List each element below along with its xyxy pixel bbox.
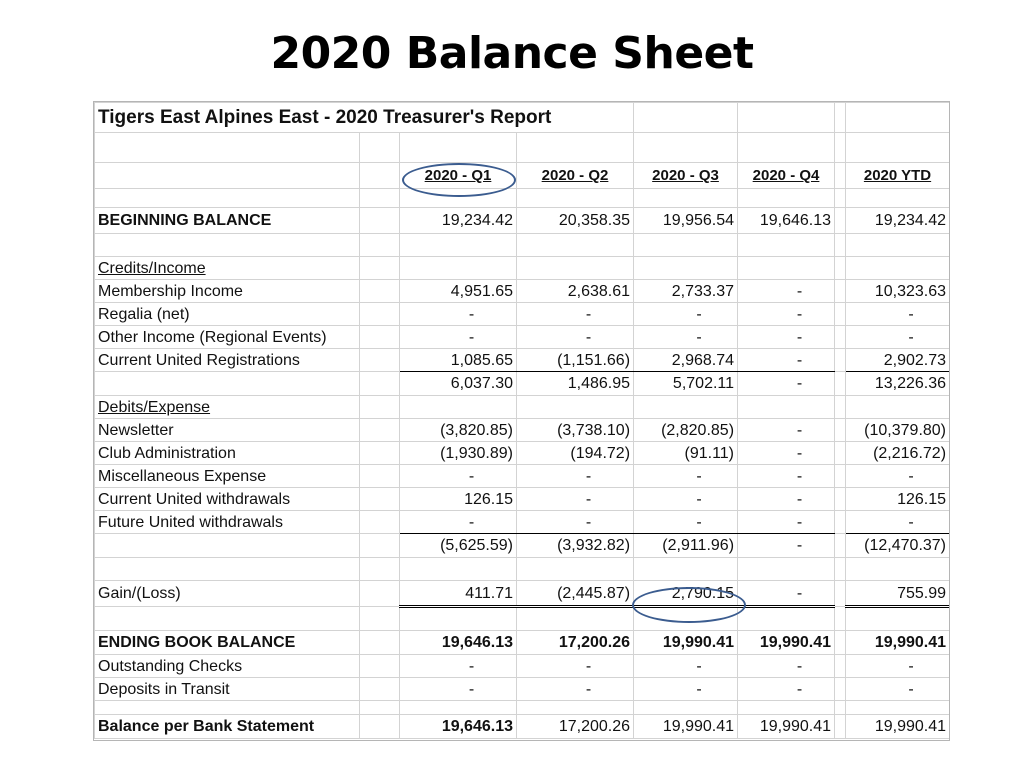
spacer-cell bbox=[360, 163, 400, 189]
ending-balance-row-q3: 19,990.41 bbox=[634, 631, 738, 655]
credits-total-row-q4: - bbox=[738, 372, 835, 396]
column-header: 2020 - Q4 bbox=[738, 163, 835, 189]
blank-row-q2 bbox=[517, 701, 634, 715]
spacer-cell bbox=[360, 349, 400, 372]
spacer-cell bbox=[360, 396, 400, 419]
bank-balance-row-q4: 19,990.41 bbox=[738, 715, 835, 739]
spacer-cell bbox=[360, 534, 400, 558]
gap-cell bbox=[835, 280, 846, 303]
debit-row-q3: - bbox=[634, 511, 738, 534]
gap-cell bbox=[835, 133, 846, 163]
gap-cell bbox=[835, 581, 846, 607]
gap-cell bbox=[835, 631, 846, 655]
credits-heading-row-label: Credits/Income bbox=[95, 257, 360, 280]
debits-heading-row-ytd bbox=[846, 396, 950, 419]
credits-total-row-ytd: 13,226.36 bbox=[846, 372, 950, 396]
debit-row-q2: (194.72) bbox=[517, 442, 634, 465]
bank-balance-row bbox=[95, 715, 950, 739]
deposits-in-transit-row-label: Deposits in Transit bbox=[95, 678, 360, 701]
debit-row-q2: (3,738.10) bbox=[517, 419, 634, 442]
credit-row-q3: - bbox=[634, 326, 738, 349]
blank-row-q1 bbox=[400, 558, 517, 581]
credit-row-label: Regalia (net) bbox=[95, 303, 360, 326]
empty-cell bbox=[634, 103, 738, 133]
blank-row-q2 bbox=[517, 189, 634, 208]
gain-loss-row-ytd: 755.99 bbox=[846, 581, 950, 607]
blank-row-q2 bbox=[517, 607, 634, 631]
credits-heading-row-q3 bbox=[634, 257, 738, 280]
debits-total-row-ytd: (12,470.37) bbox=[846, 534, 950, 558]
credit-row-q1: - bbox=[400, 326, 517, 349]
debit-row-q3: (2,820.85) bbox=[634, 419, 738, 442]
outstanding-checks-row-q3: - bbox=[634, 655, 738, 678]
gap-cell bbox=[835, 257, 846, 280]
blank-row-q3 bbox=[634, 189, 738, 208]
bank-balance-row-q1: 19,646.13 bbox=[400, 715, 517, 739]
credit-row-q3: - bbox=[634, 303, 738, 326]
blank-row-ytd bbox=[846, 701, 950, 715]
blank-row-q2 bbox=[517, 234, 634, 257]
gap-cell bbox=[835, 372, 846, 396]
debit-row bbox=[95, 511, 950, 534]
debit-row-q1: (3,820.85) bbox=[400, 419, 517, 442]
spacer-cell bbox=[360, 511, 400, 534]
blank-row-q3 bbox=[634, 607, 738, 631]
outstanding-checks-row-q1: - bbox=[400, 655, 517, 678]
slide-title: 2020 Balance Sheet bbox=[270, 28, 754, 79]
blank-row-label bbox=[95, 701, 360, 715]
blank-row bbox=[95, 558, 950, 581]
credit-row-q4: - bbox=[738, 303, 835, 326]
beginning-balance-row-q3: 19,956.54 bbox=[634, 208, 738, 234]
debit-row-label: Club Administration bbox=[95, 442, 360, 465]
outstanding-checks-row-q2: - bbox=[517, 655, 634, 678]
debit-row-q2: - bbox=[517, 465, 634, 488]
report-title-row bbox=[95, 103, 950, 133]
gap-cell bbox=[835, 419, 846, 442]
credits-total-row-label bbox=[95, 372, 360, 396]
gap-cell bbox=[835, 715, 846, 739]
credits-heading-row-q1 bbox=[400, 257, 517, 280]
deposits-in-transit-row-q3: - bbox=[634, 678, 738, 701]
debit-row-q2: - bbox=[517, 488, 634, 511]
debit-row-q3: - bbox=[634, 465, 738, 488]
bank-balance-row-label: Balance per Bank Statement bbox=[95, 715, 360, 739]
blank-row-ytd bbox=[846, 234, 950, 257]
spacer-cell bbox=[360, 465, 400, 488]
credit-row bbox=[95, 280, 950, 303]
column-header: 2020 - Q1 bbox=[400, 163, 517, 189]
gain-loss-row-q2: (2,445.87) bbox=[517, 581, 634, 607]
ending-balance-row-q2: 17,200.26 bbox=[517, 631, 634, 655]
blank-row-label bbox=[95, 189, 360, 208]
credit-row bbox=[95, 303, 950, 326]
blank-row-q1 bbox=[400, 234, 517, 257]
gain-loss-row-label: Gain/(Loss) bbox=[95, 581, 360, 607]
beginning-balance-row-q4: 19,646.13 bbox=[738, 208, 835, 234]
credit-row-q2: - bbox=[517, 326, 634, 349]
debit-row bbox=[95, 442, 950, 465]
gap-cell bbox=[835, 349, 846, 372]
blank-row-q3 bbox=[634, 701, 738, 715]
spacer-cell bbox=[360, 257, 400, 280]
column-header-row bbox=[95, 163, 950, 189]
debits-heading-row-label: Debits/Expense bbox=[95, 396, 360, 419]
debits-total-row bbox=[95, 534, 950, 558]
blank-row-q4 bbox=[738, 607, 835, 631]
gap-cell bbox=[835, 163, 846, 189]
spacer-cell bbox=[360, 133, 400, 163]
credit-row-q2: (1,151.66) bbox=[517, 349, 634, 372]
gain-loss-row-q4: - bbox=[738, 581, 835, 607]
blank-row-q1 bbox=[400, 133, 517, 163]
blank-row-q4 bbox=[738, 189, 835, 208]
deposits-in-transit-row-q1: - bbox=[400, 678, 517, 701]
blank-row-q2 bbox=[517, 558, 634, 581]
credits-heading-row bbox=[95, 257, 950, 280]
credits-total-row bbox=[95, 372, 950, 396]
spacer-cell bbox=[360, 234, 400, 257]
blank-row-q4 bbox=[738, 558, 835, 581]
credit-row-q2: - bbox=[517, 303, 634, 326]
debit-row-q4: - bbox=[738, 465, 835, 488]
debit-row-q3: - bbox=[634, 488, 738, 511]
credits-heading-row-q2 bbox=[517, 257, 634, 280]
credits-heading-row-ytd bbox=[846, 257, 950, 280]
gap-cell bbox=[835, 234, 846, 257]
beginning-balance-row bbox=[95, 208, 950, 234]
spacer-cell bbox=[360, 326, 400, 349]
spreadsheet bbox=[93, 101, 950, 741]
debit-row-ytd: 126.15 bbox=[846, 488, 950, 511]
report-title: Tigers East Alpines East - 2020 Treasurer's Report bbox=[95, 103, 634, 133]
debit-row-label: Future United withdrawals bbox=[95, 511, 360, 534]
spacer-cell bbox=[360, 678, 400, 701]
blank-row bbox=[95, 133, 950, 163]
debit-row-ytd: - bbox=[846, 511, 950, 534]
blank-row-q3 bbox=[634, 133, 738, 163]
credit-row-q4: - bbox=[738, 280, 835, 303]
column-header: 2020 - Q2 bbox=[517, 163, 634, 189]
gap-cell bbox=[835, 326, 846, 349]
spacer-cell bbox=[360, 442, 400, 465]
ending-balance-row-q4: 19,990.41 bbox=[738, 631, 835, 655]
debit-row-q1: 126.15 bbox=[400, 488, 517, 511]
blank-row bbox=[95, 234, 950, 257]
gap-cell bbox=[835, 607, 846, 631]
gap-cell bbox=[835, 678, 846, 701]
column-header: 2020 YTD bbox=[846, 163, 950, 189]
treasurer-report-table bbox=[94, 102, 950, 739]
blank-row-label bbox=[95, 607, 360, 631]
credits-total-row-q2: 1,486.95 bbox=[517, 372, 634, 396]
debits-heading-row-q1 bbox=[400, 396, 517, 419]
gain-loss-row-q3: 2,790.15 bbox=[634, 581, 738, 607]
beginning-balance-row-q2: 20,358.35 bbox=[517, 208, 634, 234]
gain-loss-row bbox=[95, 581, 950, 607]
credit-row-q3: 2,733.37 bbox=[634, 280, 738, 303]
debits-heading-row-q2 bbox=[517, 396, 634, 419]
spacer-cell bbox=[360, 189, 400, 208]
spacer-cell bbox=[360, 558, 400, 581]
deposits-in-transit-row-ytd: - bbox=[846, 678, 950, 701]
spacer-cell bbox=[360, 280, 400, 303]
debits-heading-row-q3 bbox=[634, 396, 738, 419]
column-header: 2020 - Q3 bbox=[634, 163, 738, 189]
blank-row-ytd bbox=[846, 558, 950, 581]
blank-row-q1 bbox=[400, 701, 517, 715]
debit-row-ytd: (2,216.72) bbox=[846, 442, 950, 465]
beginning-balance-row-q1: 19,234.42 bbox=[400, 208, 517, 234]
credits-total-row-q1: 6,037.30 bbox=[400, 372, 517, 396]
spacer-cell bbox=[360, 631, 400, 655]
credit-row-q1: 4,951.65 bbox=[400, 280, 517, 303]
gap-cell bbox=[835, 511, 846, 534]
blank-row-q4 bbox=[738, 133, 835, 163]
debit-row-q4: - bbox=[738, 488, 835, 511]
outstanding-checks-row bbox=[95, 655, 950, 678]
gap-cell bbox=[835, 103, 846, 133]
gap-cell bbox=[835, 488, 846, 511]
gap-cell bbox=[835, 701, 846, 715]
gap-cell bbox=[835, 465, 846, 488]
credit-row-ytd: 2,902.73 bbox=[846, 349, 950, 372]
blank-row-ytd bbox=[846, 133, 950, 163]
credit-row-label: Membership Income bbox=[95, 280, 360, 303]
blank-row bbox=[95, 189, 950, 208]
ending-balance-row-q1: 19,646.13 bbox=[400, 631, 517, 655]
outstanding-checks-row-label: Outstanding Checks bbox=[95, 655, 360, 678]
gap-cell bbox=[835, 189, 846, 208]
gap-cell bbox=[835, 655, 846, 678]
blank-row-label bbox=[95, 234, 360, 257]
debit-row-q1: (1,930.89) bbox=[400, 442, 517, 465]
debits-heading-row-q4 bbox=[738, 396, 835, 419]
blank-row-q3 bbox=[634, 558, 738, 581]
debits-total-row-q4: - bbox=[738, 534, 835, 558]
blank-row-q2 bbox=[517, 133, 634, 163]
gap-cell bbox=[835, 558, 846, 581]
beginning-balance-row-ytd: 19,234.42 bbox=[846, 208, 950, 234]
debit-row bbox=[95, 419, 950, 442]
outstanding-checks-row-q4: - bbox=[738, 655, 835, 678]
empty-cell bbox=[95, 163, 360, 189]
credits-heading-row-q4 bbox=[738, 257, 835, 280]
credit-row-ytd: 10,323.63 bbox=[846, 280, 950, 303]
gap-cell bbox=[835, 534, 846, 558]
spacer-cell bbox=[360, 208, 400, 234]
debits-total-row-q1: (5,625.59) bbox=[400, 534, 517, 558]
credits-total-row-q3: 5,702.11 bbox=[634, 372, 738, 396]
spacer-cell bbox=[360, 715, 400, 739]
debit-row-ytd: - bbox=[846, 465, 950, 488]
debit-row-ytd: (10,379.80) bbox=[846, 419, 950, 442]
debits-total-row-label bbox=[95, 534, 360, 558]
blank-row-q1 bbox=[400, 607, 517, 631]
credit-row-ytd: - bbox=[846, 326, 950, 349]
deposits-in-transit-row bbox=[95, 678, 950, 701]
credit-row bbox=[95, 326, 950, 349]
beginning-balance-row-label: BEGINNING BALANCE bbox=[95, 208, 360, 234]
ending-balance-row bbox=[95, 631, 950, 655]
debit-row bbox=[95, 465, 950, 488]
debit-row-label: Miscellaneous Expense bbox=[95, 465, 360, 488]
spacer-cell bbox=[360, 372, 400, 396]
blank-row-ytd bbox=[846, 607, 950, 631]
debit-row bbox=[95, 488, 950, 511]
bank-balance-row-q2: 17,200.26 bbox=[517, 715, 634, 739]
gap-cell bbox=[835, 303, 846, 326]
gap-cell bbox=[835, 396, 846, 419]
credit-row-q3: 2,968.74 bbox=[634, 349, 738, 372]
blank-row-q3 bbox=[634, 234, 738, 257]
bank-balance-row-ytd: 19,990.41 bbox=[846, 715, 950, 739]
credit-row-q1: - bbox=[400, 303, 517, 326]
spacer-cell bbox=[360, 701, 400, 715]
gap-cell bbox=[835, 208, 846, 234]
debit-row-q4: - bbox=[738, 419, 835, 442]
ending-balance-row-ytd: 19,990.41 bbox=[846, 631, 950, 655]
credit-row bbox=[95, 349, 950, 372]
credit-row-label: Other Income (Regional Events) bbox=[95, 326, 360, 349]
spacer-cell bbox=[360, 488, 400, 511]
blank-row-q1 bbox=[400, 189, 517, 208]
blank-row-label bbox=[95, 558, 360, 581]
blank-row-label bbox=[95, 133, 360, 163]
blank-row bbox=[95, 701, 950, 715]
gain-loss-row-q1: 411.71 bbox=[400, 581, 517, 607]
debit-row-q1: - bbox=[400, 465, 517, 488]
credit-row-label: Current United Registrations bbox=[95, 349, 360, 372]
outstanding-checks-row-ytd: - bbox=[846, 655, 950, 678]
debit-row-q2: - bbox=[517, 511, 634, 534]
blank-row bbox=[95, 607, 950, 631]
debits-total-row-q2: (3,932.82) bbox=[517, 534, 634, 558]
credit-row-q4: - bbox=[738, 326, 835, 349]
deposits-in-transit-row-q2: - bbox=[517, 678, 634, 701]
bank-balance-row-q3: 19,990.41 bbox=[634, 715, 738, 739]
debit-row-q1: - bbox=[400, 511, 517, 534]
blank-row-q4 bbox=[738, 234, 835, 257]
spacer-cell bbox=[360, 655, 400, 678]
empty-cell bbox=[846, 103, 950, 133]
debit-row-label: Current United withdrawals bbox=[95, 488, 360, 511]
debit-row-q3: (91.11) bbox=[634, 442, 738, 465]
credit-row-ytd: - bbox=[846, 303, 950, 326]
credit-row-q4: - bbox=[738, 349, 835, 372]
blank-row-ytd bbox=[846, 189, 950, 208]
debit-row-q4: - bbox=[738, 511, 835, 534]
spacer-cell bbox=[360, 581, 400, 607]
spacer-cell bbox=[360, 419, 400, 442]
debits-total-row-q3: (2,911.96) bbox=[634, 534, 738, 558]
spacer-cell bbox=[360, 303, 400, 326]
debit-row-q4: - bbox=[738, 442, 835, 465]
deposits-in-transit-row-q4: - bbox=[738, 678, 835, 701]
debit-row-label: Newsletter bbox=[95, 419, 360, 442]
credit-row-q1: 1,085.65 bbox=[400, 349, 517, 372]
blank-row-q4 bbox=[738, 701, 835, 715]
gap-cell bbox=[835, 442, 846, 465]
spacer-cell bbox=[360, 607, 400, 631]
debits-heading-row bbox=[95, 396, 950, 419]
ending-balance-row-label: ENDING BOOK BALANCE bbox=[95, 631, 360, 655]
empty-cell bbox=[738, 103, 835, 133]
credit-row-q2: 2,638.61 bbox=[517, 280, 634, 303]
